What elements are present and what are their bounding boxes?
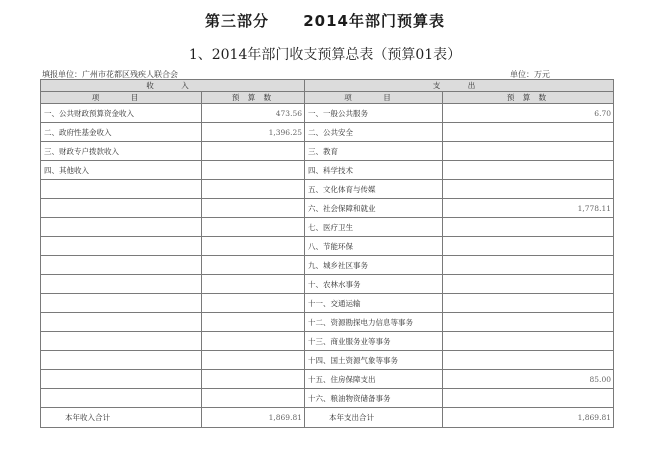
expense-item-cell: 十二、资源勘探电力信息等事务 (305, 313, 443, 332)
expense-item-header: 项 目 (305, 92, 443, 104)
income-amount-cell (202, 237, 305, 256)
income-item-cell: 三、财政专户拨款收入 (41, 142, 202, 161)
table-title: 1、2014年部门收支预算总表（预算01表） (188, 47, 462, 63)
income-item-cell (41, 294, 202, 313)
income-amount-cell (202, 351, 305, 370)
expense-amount-cell (443, 237, 614, 256)
table-row (41, 104, 614, 123)
expense-item-cell: 七、医疗卫生 (305, 218, 443, 237)
income-amount-cell (202, 180, 305, 199)
income-amount-cell (202, 332, 305, 351)
income-amount-cell (202, 256, 305, 275)
income-item-cell (41, 199, 202, 218)
income-item-cell (41, 256, 202, 275)
income-item-cell (41, 313, 202, 332)
budget-summary-table (40, 79, 614, 428)
budget-rows (41, 104, 614, 408)
income-amount-cell (202, 389, 305, 408)
document-heading (0, 10, 650, 31)
expense-amount-cell (443, 123, 614, 142)
income-item-cell: 四、其他收入 (41, 161, 202, 180)
income-amount-cell (202, 218, 305, 237)
expense-item-cell: 一、一般公共服务 (305, 104, 443, 123)
income-amount-cell (202, 275, 305, 294)
expense-item-cell: 十三、商业服务业等事务 (305, 332, 443, 351)
table-row (41, 161, 614, 180)
expense-amount-cell (443, 313, 614, 332)
expense-amount-cell (443, 161, 614, 180)
income-item-cell (41, 370, 202, 389)
table-row (41, 313, 614, 332)
income-section-header: 收 入 (41, 80, 305, 92)
income-amount-cell (202, 161, 305, 180)
expense-amount-cell: 1,778.11 (443, 199, 614, 218)
income-item-cell (41, 180, 202, 199)
expense-item-cell: 九、城乡社区事务 (305, 256, 443, 275)
expense-amount-cell (443, 256, 614, 275)
expense-amount-cell (443, 142, 614, 161)
expense-item-cell: 四、科学技术 (305, 161, 443, 180)
total-income-label: 本年收入合计 (41, 408, 202, 428)
table-row (41, 218, 614, 237)
expense-item-cell: 六、社会保障和就业 (305, 199, 443, 218)
income-item-cell (41, 237, 202, 256)
income-amount-cell: 473.56 (202, 104, 305, 123)
expense-amount-cell (443, 180, 614, 199)
income-amount-cell (202, 199, 305, 218)
income-item-cell: 一、公共财政预算资金收入 (41, 104, 202, 123)
income-amount-cell (202, 294, 305, 313)
expense-item-cell: 八、节能环保 (305, 237, 443, 256)
expense-amount-header: 预 算 数 (443, 92, 614, 104)
income-amount-cell (202, 142, 305, 161)
table-row (41, 237, 614, 256)
table-row (41, 199, 614, 218)
expense-amount-cell (443, 294, 614, 313)
total-expense-amount: 1,869.81 (443, 408, 614, 428)
income-item-cell (41, 218, 202, 237)
table-row (41, 123, 614, 142)
income-amount-header: 预 算 数 (202, 92, 305, 104)
income-amount-cell (202, 370, 305, 389)
total-income-amount: 1,869.81 (202, 408, 305, 428)
income-item-header: 项 目 (41, 92, 202, 104)
expense-amount-cell (443, 389, 614, 408)
total-row (41, 408, 614, 428)
expense-item-cell: 十一、交通运输 (305, 294, 443, 313)
table-row (41, 142, 614, 161)
expense-item-cell: 十、农林水事务 (305, 275, 443, 294)
table-row (41, 275, 614, 294)
table-row (41, 389, 614, 408)
expense-amount-cell: 85.00 (443, 370, 614, 389)
table-row (41, 332, 614, 351)
expense-amount-cell (443, 218, 614, 237)
table-row (41, 256, 614, 275)
table-row (41, 294, 614, 313)
expense-amount-cell: 6.70 (443, 104, 614, 123)
expense-item-cell: 十五、住房保障支出 (305, 370, 443, 389)
income-item-cell (41, 351, 202, 370)
currency-unit: 单位：万元 (510, 70, 550, 79)
expense-item-cell: 三、教育 (305, 142, 443, 161)
table-row (41, 370, 614, 389)
expense-section-header: 支 出 (305, 80, 614, 92)
expense-amount-cell (443, 275, 614, 294)
part-label: 第三部分 (205, 12, 270, 30)
income-item-cell: 二、政府性基金收入 (41, 123, 202, 142)
table-row (41, 351, 614, 370)
expense-item-cell: 十四、国土资源气象等事务 (305, 351, 443, 370)
income-amount-cell: 1,396.25 (202, 123, 305, 142)
page-title: 2014年部门预算表 (303, 12, 445, 30)
table-row (41, 180, 614, 199)
income-item-cell (41, 389, 202, 408)
section-header-row (41, 80, 614, 92)
expense-item-cell: 二、公共安全 (305, 123, 443, 142)
column-header-row (41, 92, 614, 104)
total-expense-label: 本年支出合计 (305, 408, 443, 428)
reporting-unit: 填报单位：广州市花都区残疾人联合会 (42, 70, 178, 79)
expense-amount-cell (443, 332, 614, 351)
income-item-cell (41, 275, 202, 294)
income-amount-cell (202, 313, 305, 332)
expense-item-cell: 五、文化体育与传媒 (305, 180, 443, 199)
expense-amount-cell (443, 351, 614, 370)
expense-item-cell: 十六、粮油物资储备事务 (305, 389, 443, 408)
income-item-cell (41, 332, 202, 351)
